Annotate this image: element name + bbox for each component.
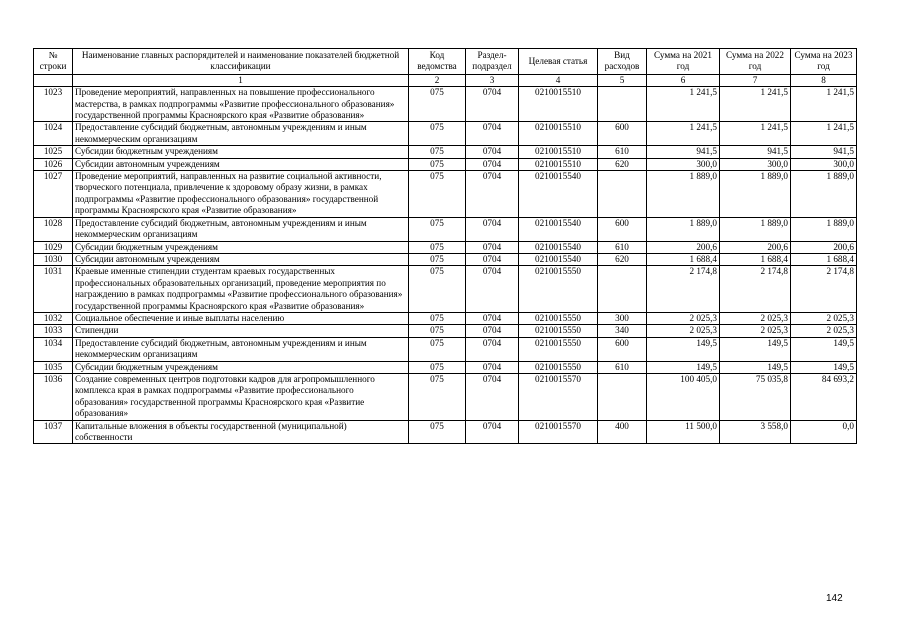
dept-code: 075 <box>409 312 466 324</box>
sum-2023: 200,6 <box>791 241 857 253</box>
row-number: 1035 <box>34 361 73 373</box>
sum-2021: 2 025,3 <box>647 312 720 324</box>
expense-type: 610 <box>598 146 647 158</box>
sum-2023: 149,5 <box>791 337 857 361</box>
row-name: Социальное обеспечение и иные выплаты населению <box>73 312 409 324</box>
expense-type <box>598 373 647 420</box>
section-code: 0704 <box>466 325 519 337</box>
row-name: Капитальные вложения в объекты государственной (муниципальной) собственности <box>73 420 409 444</box>
dept-code: 075 <box>409 171 466 218</box>
header-dept-code: Код ведомства <box>409 49 466 75</box>
header-section: Раздел-подраздел <box>466 49 519 75</box>
header-target-article: Целевая статья <box>519 49 598 75</box>
table-row <box>34 312 857 324</box>
header-sum-2023: Сумма на 2023 год <box>791 49 857 75</box>
section-code: 0704 <box>466 158 519 170</box>
row-number: 1023 <box>34 87 73 122</box>
row-name: Проведение мероприятий, направленных на повышение профессионального мастерства, в рамках подпрограммы «Развитие профессионального образования» государственной программы Красноярского края «Развитие образования» <box>73 87 409 122</box>
row-number: 1026 <box>34 158 73 170</box>
sum-2021: 1 889,0 <box>647 217 720 241</box>
row-name: Создание современных центров подготовки кадров для агропромышленного комплекса края в рамках подпрограммы «Развитие профессионального образования» государственной программы Красноярского края «Развитие образования» <box>73 373 409 420</box>
sum-2022: 2 025,3 <box>720 312 791 324</box>
column-number: 6 <box>647 74 720 86</box>
sum-2022: 75 035,8 <box>720 373 791 420</box>
dept-code: 075 <box>409 266 466 313</box>
target-article: 0210015570 <box>519 373 598 420</box>
target-article: 0210015540 <box>519 217 598 241</box>
expense-type: 600 <box>598 122 647 146</box>
sum-2021: 1 241,5 <box>647 87 720 122</box>
section-code: 0704 <box>466 312 519 324</box>
sum-2022: 1 688,4 <box>720 253 791 265</box>
row-number: 1029 <box>34 241 73 253</box>
sum-2023: 2 174,8 <box>791 266 857 313</box>
section-code: 0704 <box>466 420 519 444</box>
sum-2021: 1 889,0 <box>647 171 720 218</box>
row-name: Субсидии бюджетным учреждениям <box>73 241 409 253</box>
row-name: Предоставление субсидий бюджетным, автономным учреждениям и иным некоммерческим организациям <box>73 122 409 146</box>
expense-type: 610 <box>598 361 647 373</box>
dept-code: 075 <box>409 337 466 361</box>
sum-2022: 1 241,5 <box>720 122 791 146</box>
dept-code: 075 <box>409 146 466 158</box>
expense-type: 600 <box>598 337 647 361</box>
row-name: Стипендии <box>73 325 409 337</box>
header-name: Наименование главных распорядителей и наименование показателей бюджетной классификации <box>73 49 409 75</box>
column-number: 8 <box>791 74 857 86</box>
dept-code: 075 <box>409 373 466 420</box>
section-code: 0704 <box>466 337 519 361</box>
table-row <box>34 217 857 241</box>
target-article: 0210015540 <box>519 241 598 253</box>
expense-type <box>598 87 647 122</box>
sum-2021: 941,5 <box>647 146 720 158</box>
sum-2022: 200,6 <box>720 241 791 253</box>
section-code: 0704 <box>466 87 519 122</box>
sum-2021: 300,0 <box>647 158 720 170</box>
table-row <box>34 253 857 265</box>
dept-code: 075 <box>409 241 466 253</box>
expense-type: 600 <box>598 217 647 241</box>
row-name: Проведение мероприятий, направленных на развитие социальной активности, творческого потенциала, привлечение к здоровому образу жизни, в рамках подпрограммы «Развитие профессионального образования» государственной программы Красноярского края «Развитие образования» <box>73 171 409 218</box>
sum-2022: 1 889,0 <box>720 217 791 241</box>
sum-2022: 3 558,0 <box>720 420 791 444</box>
sum-2021: 1 241,5 <box>647 122 720 146</box>
sum-2021: 200,6 <box>647 241 720 253</box>
sum-2023: 2 025,3 <box>791 312 857 324</box>
row-number: 1031 <box>34 266 73 313</box>
target-article: 0210015550 <box>519 337 598 361</box>
row-name: Субсидии автономным учреждениям <box>73 253 409 265</box>
expense-type: 620 <box>598 158 647 170</box>
sum-2022: 2 174,8 <box>720 266 791 313</box>
sum-2022: 149,5 <box>720 361 791 373</box>
column-number <box>34 74 73 86</box>
row-number: 1033 <box>34 325 73 337</box>
section-code: 0704 <box>466 241 519 253</box>
section-code: 0704 <box>466 361 519 373</box>
table-row <box>34 373 857 420</box>
dept-code: 075 <box>409 158 466 170</box>
dept-code: 075 <box>409 253 466 265</box>
column-number: 4 <box>519 74 598 86</box>
target-article: 0210015510 <box>519 87 598 122</box>
expense-type: 340 <box>598 325 647 337</box>
row-name: Субсидии бюджетным учреждениям <box>73 146 409 158</box>
target-article: 0210015550 <box>519 312 598 324</box>
target-article: 0210015550 <box>519 361 598 373</box>
table-row <box>34 146 857 158</box>
budget-table <box>33 48 857 444</box>
header-expense-type: Вид расходов <box>598 49 647 75</box>
table-row <box>34 87 857 122</box>
row-number: 1027 <box>34 171 73 218</box>
sum-2021: 11 500,0 <box>647 420 720 444</box>
target-article: 0210015510 <box>519 122 598 146</box>
dept-code: 075 <box>409 361 466 373</box>
sum-2023: 84 693,2 <box>791 373 857 420</box>
dept-code: 075 <box>409 217 466 241</box>
header-sum-2021: Сумма на 2021 год <box>647 49 720 75</box>
table-row <box>34 122 857 146</box>
sum-2023: 941,5 <box>791 146 857 158</box>
dept-code: 075 <box>409 325 466 337</box>
column-number: 1 <box>73 74 409 86</box>
target-article: 0210015550 <box>519 325 598 337</box>
table-row <box>34 266 857 313</box>
page-number: 142 <box>826 593 843 604</box>
sum-2023: 1 241,5 <box>791 122 857 146</box>
target-article: 0210015550 <box>519 266 598 313</box>
sum-2022: 2 025,3 <box>720 325 791 337</box>
section-code: 0704 <box>466 122 519 146</box>
sum-2023: 1 889,0 <box>791 217 857 241</box>
sum-2023: 1 889,0 <box>791 171 857 218</box>
sum-2022: 300,0 <box>720 158 791 170</box>
row-name: Краевые именные стипендии студентам краевых государственных профессиональных образовательных организаций, проведение мероприятия по награждению в рамках подпрограммы «Развитие профессионального образования» государственной программы Красноярского края «Развитие образования» <box>73 266 409 313</box>
row-name: Предоставление субсидий бюджетным, автономным учреждениям и иным некоммерческим организациям <box>73 337 409 361</box>
section-code: 0704 <box>466 266 519 313</box>
target-article: 0210015540 <box>519 253 598 265</box>
table-row <box>34 420 857 444</box>
row-name: Субсидии бюджетным учреждениям <box>73 361 409 373</box>
row-name: Предоставление субсидий бюджетным, автономным учреждениям и иным некоммерческим организациям <box>73 217 409 241</box>
table-row <box>34 158 857 170</box>
expense-type: 620 <box>598 253 647 265</box>
target-article: 0210015510 <box>519 146 598 158</box>
row-name: Субсидии автономным учреждениям <box>73 158 409 170</box>
sum-2023: 1 241,5 <box>791 87 857 122</box>
table-row <box>34 241 857 253</box>
section-code: 0704 <box>466 373 519 420</box>
target-article: 0210015510 <box>519 158 598 170</box>
column-number: 7 <box>720 74 791 86</box>
row-number: 1030 <box>34 253 73 265</box>
row-number: 1028 <box>34 217 73 241</box>
sum-2023: 2 025,3 <box>791 325 857 337</box>
column-number: 3 <box>466 74 519 86</box>
sum-2023: 0,0 <box>791 420 857 444</box>
row-number: 1034 <box>34 337 73 361</box>
table-row <box>34 337 857 361</box>
table-row <box>34 325 857 337</box>
dept-code: 075 <box>409 122 466 146</box>
row-number: 1032 <box>34 312 73 324</box>
expense-type: 300 <box>598 312 647 324</box>
expense-type <box>598 266 647 313</box>
header-sum-2022: Сумма на 2022 год <box>720 49 791 75</box>
target-article: 0210015540 <box>519 171 598 218</box>
dept-code: 075 <box>409 87 466 122</box>
sum-2022: 1 241,5 <box>720 87 791 122</box>
sum-2021: 2 174,8 <box>647 266 720 313</box>
table-row <box>34 171 857 218</box>
target-article: 0210015570 <box>519 420 598 444</box>
section-code: 0704 <box>466 253 519 265</box>
row-number: 1024 <box>34 122 73 146</box>
sum-2023: 1 688,4 <box>791 253 857 265</box>
sum-2021: 100 405,0 <box>647 373 720 420</box>
row-number: 1025 <box>34 146 73 158</box>
sum-2021: 2 025,3 <box>647 325 720 337</box>
table-header <box>34 49 857 87</box>
table-row <box>34 361 857 373</box>
table-body <box>34 87 857 444</box>
dept-code: 075 <box>409 420 466 444</box>
row-number: 1037 <box>34 420 73 444</box>
header-row-number: № строки <box>34 49 73 75</box>
section-code: 0704 <box>466 217 519 241</box>
sum-2022: 941,5 <box>720 146 791 158</box>
expense-type: 400 <box>598 420 647 444</box>
sum-2021: 149,5 <box>647 337 720 361</box>
section-code: 0704 <box>466 146 519 158</box>
sum-2021: 1 688,4 <box>647 253 720 265</box>
sum-2023: 300,0 <box>791 158 857 170</box>
sum-2021: 149,5 <box>647 361 720 373</box>
section-code: 0704 <box>466 171 519 218</box>
column-number: 2 <box>409 74 466 86</box>
sum-2022: 149,5 <box>720 337 791 361</box>
expense-type: 610 <box>598 241 647 253</box>
sum-2022: 1 889,0 <box>720 171 791 218</box>
sum-2023: 149,5 <box>791 361 857 373</box>
column-number: 5 <box>598 74 647 86</box>
row-number: 1036 <box>34 373 73 420</box>
expense-type <box>598 171 647 218</box>
